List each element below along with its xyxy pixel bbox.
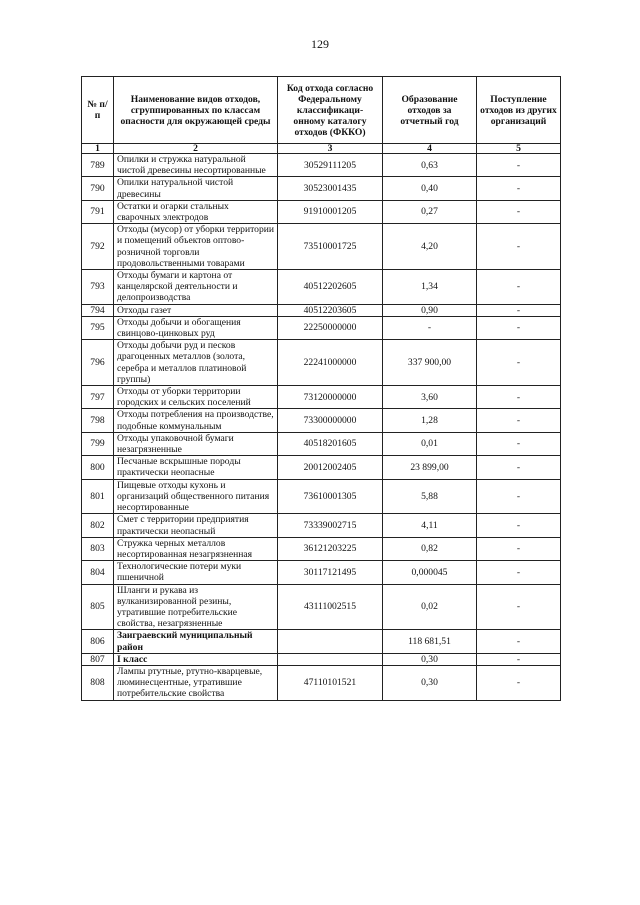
waste-table <box>81 76 561 701</box>
generated-amount: 0,30 <box>383 653 477 665</box>
waste-name: Отходы бумаги и картона от канцелярской деятельности и делопроизводства <box>114 270 278 305</box>
header-name: Наименование видов отходов, сгруппированных по классам опасности для окружающей среды <box>114 77 278 144</box>
row-number: 808 <box>82 665 114 700</box>
received-amount: - <box>477 409 561 432</box>
row-number: 806 <box>82 630 114 653</box>
table-row <box>82 653 561 665</box>
received-amount: - <box>477 584 561 630</box>
page-number: 129 <box>311 37 329 51</box>
generated-amount: 3,60 <box>383 386 477 409</box>
header-num: № п/п <box>82 77 114 144</box>
table-row <box>82 665 561 700</box>
received-amount: - <box>477 340 561 386</box>
table-row <box>82 316 561 339</box>
generated-amount: 1,28 <box>383 409 477 432</box>
generated-amount: 0,01 <box>383 432 477 455</box>
generated-amount: 4,20 <box>383 224 477 270</box>
waste-name: Остатки и огарки стальных сварочных электродов <box>114 200 278 223</box>
generated-amount: 0,30 <box>383 665 477 700</box>
table-row <box>82 270 561 305</box>
received-amount: - <box>477 665 561 700</box>
generated-amount: 0,40 <box>383 177 477 200</box>
fkko-code: 30117121495 <box>278 561 383 584</box>
waste-name: Отходы упаковочной бумаги незагрязненные <box>114 432 278 455</box>
fkko-code: 47110101521 <box>278 665 383 700</box>
row-number: 798 <box>82 409 114 432</box>
generated-amount: 0,27 <box>383 200 477 223</box>
received-amount: - <box>477 270 561 305</box>
header-code: Код отхода согласно Федеральному классификаци-онному каталогу отходов (ФККО) <box>278 77 383 144</box>
table-row <box>82 584 561 630</box>
generated-amount: 0,63 <box>383 154 477 177</box>
fkko-code: 22241000000 <box>278 340 383 386</box>
waste-name: Отходы от уборки территории городских и сельских поселений <box>114 386 278 409</box>
fkko-code: 22250000000 <box>278 316 383 339</box>
waste-name: Лампы ртутные, ртутно-кварцевые, люминесцентные, утратившие потребительские свойства <box>114 665 278 700</box>
fkko-code <box>278 630 383 653</box>
generated-amount: 118 681,51 <box>383 630 477 653</box>
table-row <box>82 386 561 409</box>
waste-name: Пищевые отходы кухонь и организаций общественного питания несортированные <box>114 479 278 514</box>
waste-name: Технологические потери муки пшеничной <box>114 561 278 584</box>
row-number: 790 <box>82 177 114 200</box>
fkko-code: 30523001435 <box>278 177 383 200</box>
table-row <box>82 456 561 479</box>
fkko-code <box>278 653 383 665</box>
table-row <box>82 154 561 177</box>
row-number: 794 <box>82 304 114 316</box>
waste-name: Отходы потребления на производстве, подобные коммунальным <box>114 409 278 432</box>
row-number: 803 <box>82 537 114 560</box>
table-row <box>82 304 561 316</box>
received-amount: - <box>477 304 561 316</box>
table-row <box>82 409 561 432</box>
fkko-code: 43111002515 <box>278 584 383 630</box>
column-number: 4 <box>383 144 477 154</box>
table-header-row <box>82 77 561 144</box>
table-body <box>82 154 561 701</box>
waste-name: Отходы добычи и обогащения свинцово-цинковых руд <box>114 316 278 339</box>
received-amount: - <box>477 479 561 514</box>
waste-name: Отходы добычи руд и песков драгоценных металлов (золота, серебра и металлов платиновой группы) <box>114 340 278 386</box>
row-number: 799 <box>82 432 114 455</box>
received-amount: - <box>477 514 561 537</box>
column-number: 1 <box>82 144 114 154</box>
fkko-code: 40512203605 <box>278 304 383 316</box>
fkko-code: 73120000000 <box>278 386 383 409</box>
generated-amount: 0,82 <box>383 537 477 560</box>
received-amount: - <box>477 386 561 409</box>
received-amount: - <box>477 177 561 200</box>
received-amount: - <box>477 316 561 339</box>
generated-amount: 4,11 <box>383 514 477 537</box>
table-row <box>82 537 561 560</box>
received-amount: - <box>477 561 561 584</box>
waste-name: Шланги и рукава из вулканизированной резины, утратившие потребительские свойства, незагрязненные <box>114 584 278 630</box>
received-amount: - <box>477 154 561 177</box>
received-amount: - <box>477 224 561 270</box>
row-number: 795 <box>82 316 114 339</box>
fkko-code: 40518201605 <box>278 432 383 455</box>
table-row <box>82 561 561 584</box>
row-number: 807 <box>82 653 114 665</box>
table-row <box>82 340 561 386</box>
fkko-code: 91910001205 <box>278 200 383 223</box>
row-number: 804 <box>82 561 114 584</box>
generated-amount: 1,34 <box>383 270 477 305</box>
generated-amount: 0,90 <box>383 304 477 316</box>
fkko-code: 30529111205 <box>278 154 383 177</box>
row-number: 791 <box>82 200 114 223</box>
column-number: 3 <box>278 144 383 154</box>
generated-amount: 23 899,00 <box>383 456 477 479</box>
table-row <box>82 432 561 455</box>
column-number: 2 <box>114 144 278 154</box>
waste-name: Отходы газет <box>114 304 278 316</box>
row-number: 797 <box>82 386 114 409</box>
generated-amount: 337 900,00 <box>383 340 477 386</box>
fkko-code: 40512202605 <box>278 270 383 305</box>
received-amount: - <box>477 200 561 223</box>
fkko-code: 73610001305 <box>278 479 383 514</box>
received-amount: - <box>477 653 561 665</box>
received-amount: - <box>477 456 561 479</box>
fkko-code: 36121203225 <box>278 537 383 560</box>
waste-name: Отходы (мусор) от уборки территории и помещений объектов оптово-розничной торговли продовольственными товарами <box>114 224 278 270</box>
waste-name: Заиграевский муниципальный район <box>114 630 278 653</box>
column-number: 5 <box>477 144 561 154</box>
table-row <box>82 224 561 270</box>
waste-name: I класс <box>114 653 278 665</box>
row-number: 792 <box>82 224 114 270</box>
row-number: 805 <box>82 584 114 630</box>
header-received: Поступление отходов из других организаций <box>477 77 561 144</box>
row-number: 793 <box>82 270 114 305</box>
generated-amount: 0,02 <box>383 584 477 630</box>
fkko-code: 20012002405 <box>278 456 383 479</box>
waste-name: Опилки и стружка натуральной чистой древесины несортированные <box>114 154 278 177</box>
received-amount: - <box>477 537 561 560</box>
table-row <box>82 630 561 653</box>
row-number: 800 <box>82 456 114 479</box>
received-amount: - <box>477 630 561 653</box>
waste-name: Опилки натуральной чистой древесины <box>114 177 278 200</box>
fkko-code: 73339002715 <box>278 514 383 537</box>
row-number: 802 <box>82 514 114 537</box>
received-amount: - <box>477 432 561 455</box>
waste-name: Смет с территории предприятия практически неопасный <box>114 514 278 537</box>
table-row <box>82 200 561 223</box>
header-generated: Образование отходов за отчетный год <box>383 77 477 144</box>
waste-name: Стружка черных металлов несортированная незагрязненная <box>114 537 278 560</box>
row-number: 789 <box>82 154 114 177</box>
generated-amount: - <box>383 316 477 339</box>
table-row <box>82 177 561 200</box>
fkko-code: 73510001725 <box>278 224 383 270</box>
generated-amount: 5,88 <box>383 479 477 514</box>
row-number: 796 <box>82 340 114 386</box>
table-row <box>82 514 561 537</box>
column-number-row <box>82 144 561 154</box>
table-row <box>82 479 561 514</box>
row-number: 801 <box>82 479 114 514</box>
generated-amount: 0,000045 <box>383 561 477 584</box>
fkko-code: 73300000000 <box>278 409 383 432</box>
waste-name: Песчаные вскрышные породы практически неопасные <box>114 456 278 479</box>
